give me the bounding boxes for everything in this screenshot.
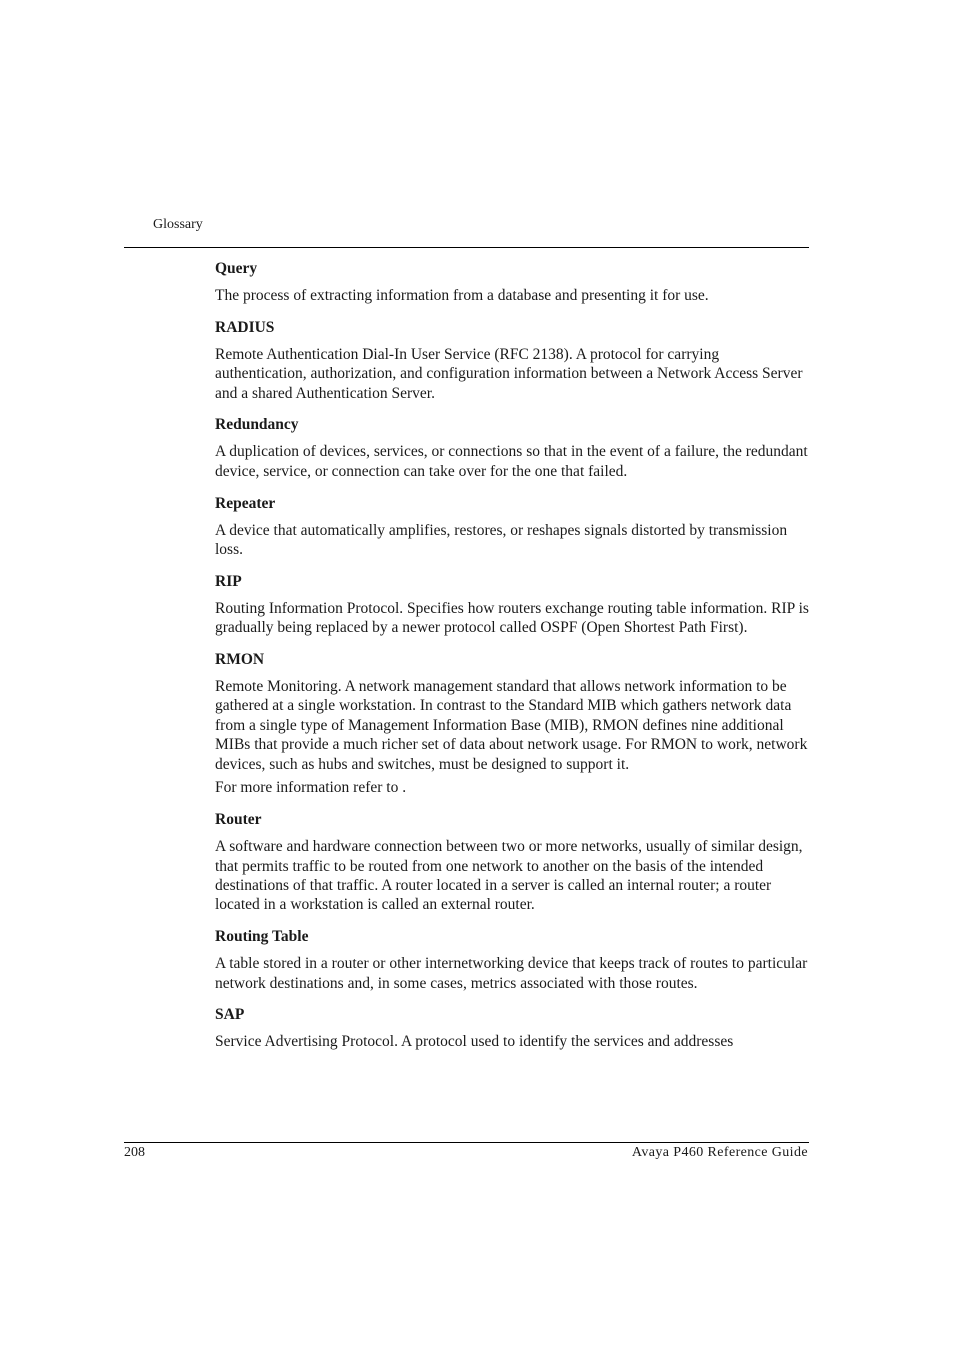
running-head: Glossary bbox=[153, 217, 203, 232]
glossary-definition: A device that automatically amplifies, restores, or reshapes signals distorted by transmission loss. bbox=[215, 521, 788, 559]
glossary-term: Router bbox=[215, 811, 262, 829]
glossary-entry-query bbox=[215, 259, 809, 305]
glossary-definition: Service Advertising Protocol. A protocol used to identify the services and addresses bbox=[215, 1033, 734, 1051]
glossary-definition: A software and hardware connection between two or more networks, usually of similar design, that permits traffic to be routed from one network to another on the basis of the intended destinations of that traffic. A router located in a server is called an internal router; a router located in a workstation is called an external router. bbox=[215, 838, 803, 914]
footer-rule bbox=[124, 1142, 809, 1143]
glossary-term: Repeater bbox=[215, 494, 276, 512]
glossary-definition: A duplication of devices, services, or connections so that in the event of a failure, the redundant device, service, or connection can take over for the one that failed. bbox=[215, 443, 808, 480]
glossary-definition: Remote Monitoring. A network management standard that allows network information to be gathered at a single workstation. In contrast to the Standard MIB which gathers network data from a single type of Management Information Base (MIB), RMON defines nine additional MIBs that provide a much richer set of data about network usage. For RMON to work, network devices, such as hubs and switches, must be designed to support it. bbox=[215, 678, 808, 773]
glossary-extra-note: For more information refer to . bbox=[215, 779, 407, 797]
glossary-entry-rip bbox=[215, 572, 809, 638]
glossary-entry-redundancy bbox=[215, 415, 809, 481]
glossary-definition: Remote Authentication Dial-In User Service (RFC 2138). A protocol for carrying authentication, authorization, and configuration information between a Network Access Server and a shared Authentication Server. bbox=[215, 345, 803, 402]
glossary-term: RADIUS bbox=[215, 318, 275, 336]
glossary-entry-sap bbox=[215, 1005, 809, 1051]
header-rule bbox=[124, 247, 809, 248]
glossary-term: Query bbox=[215, 260, 258, 277]
glossary-entry-rmon bbox=[215, 650, 809, 798]
glossary-entry-routing-table bbox=[215, 927, 809, 993]
guide-title: Avaya P460 Reference Guide bbox=[631, 1145, 808, 1160]
glossary-term: SAP bbox=[215, 1006, 245, 1024]
glossary-definition: Routing Information Protocol. Specifies how routers exchange routing table information. RIP is gradually being replaced by a newer protocol called OSPF (Open Shortest Path First). bbox=[215, 599, 809, 637]
glossary-content bbox=[215, 259, 809, 1064]
glossary-term: RMON bbox=[215, 651, 265, 669]
glossary-entry-repeater bbox=[215, 494, 809, 560]
page-number: 208 bbox=[124, 1145, 145, 1160]
glossary-entry-radius bbox=[215, 318, 809, 403]
glossary-definition: The process of extracting information from a database and presenting it for use. bbox=[215, 287, 709, 304]
glossary-term: RIP bbox=[215, 572, 242, 590]
glossary-term: Routing Table bbox=[215, 928, 309, 946]
glossary-definition: A table stored in a router or other internetworking device that keeps track of routes to particular network destinations and, in some cases, metrics associated with those routes. bbox=[215, 955, 808, 992]
glossary-entry-router bbox=[215, 810, 809, 915]
glossary-term: Redundancy bbox=[215, 416, 299, 434]
